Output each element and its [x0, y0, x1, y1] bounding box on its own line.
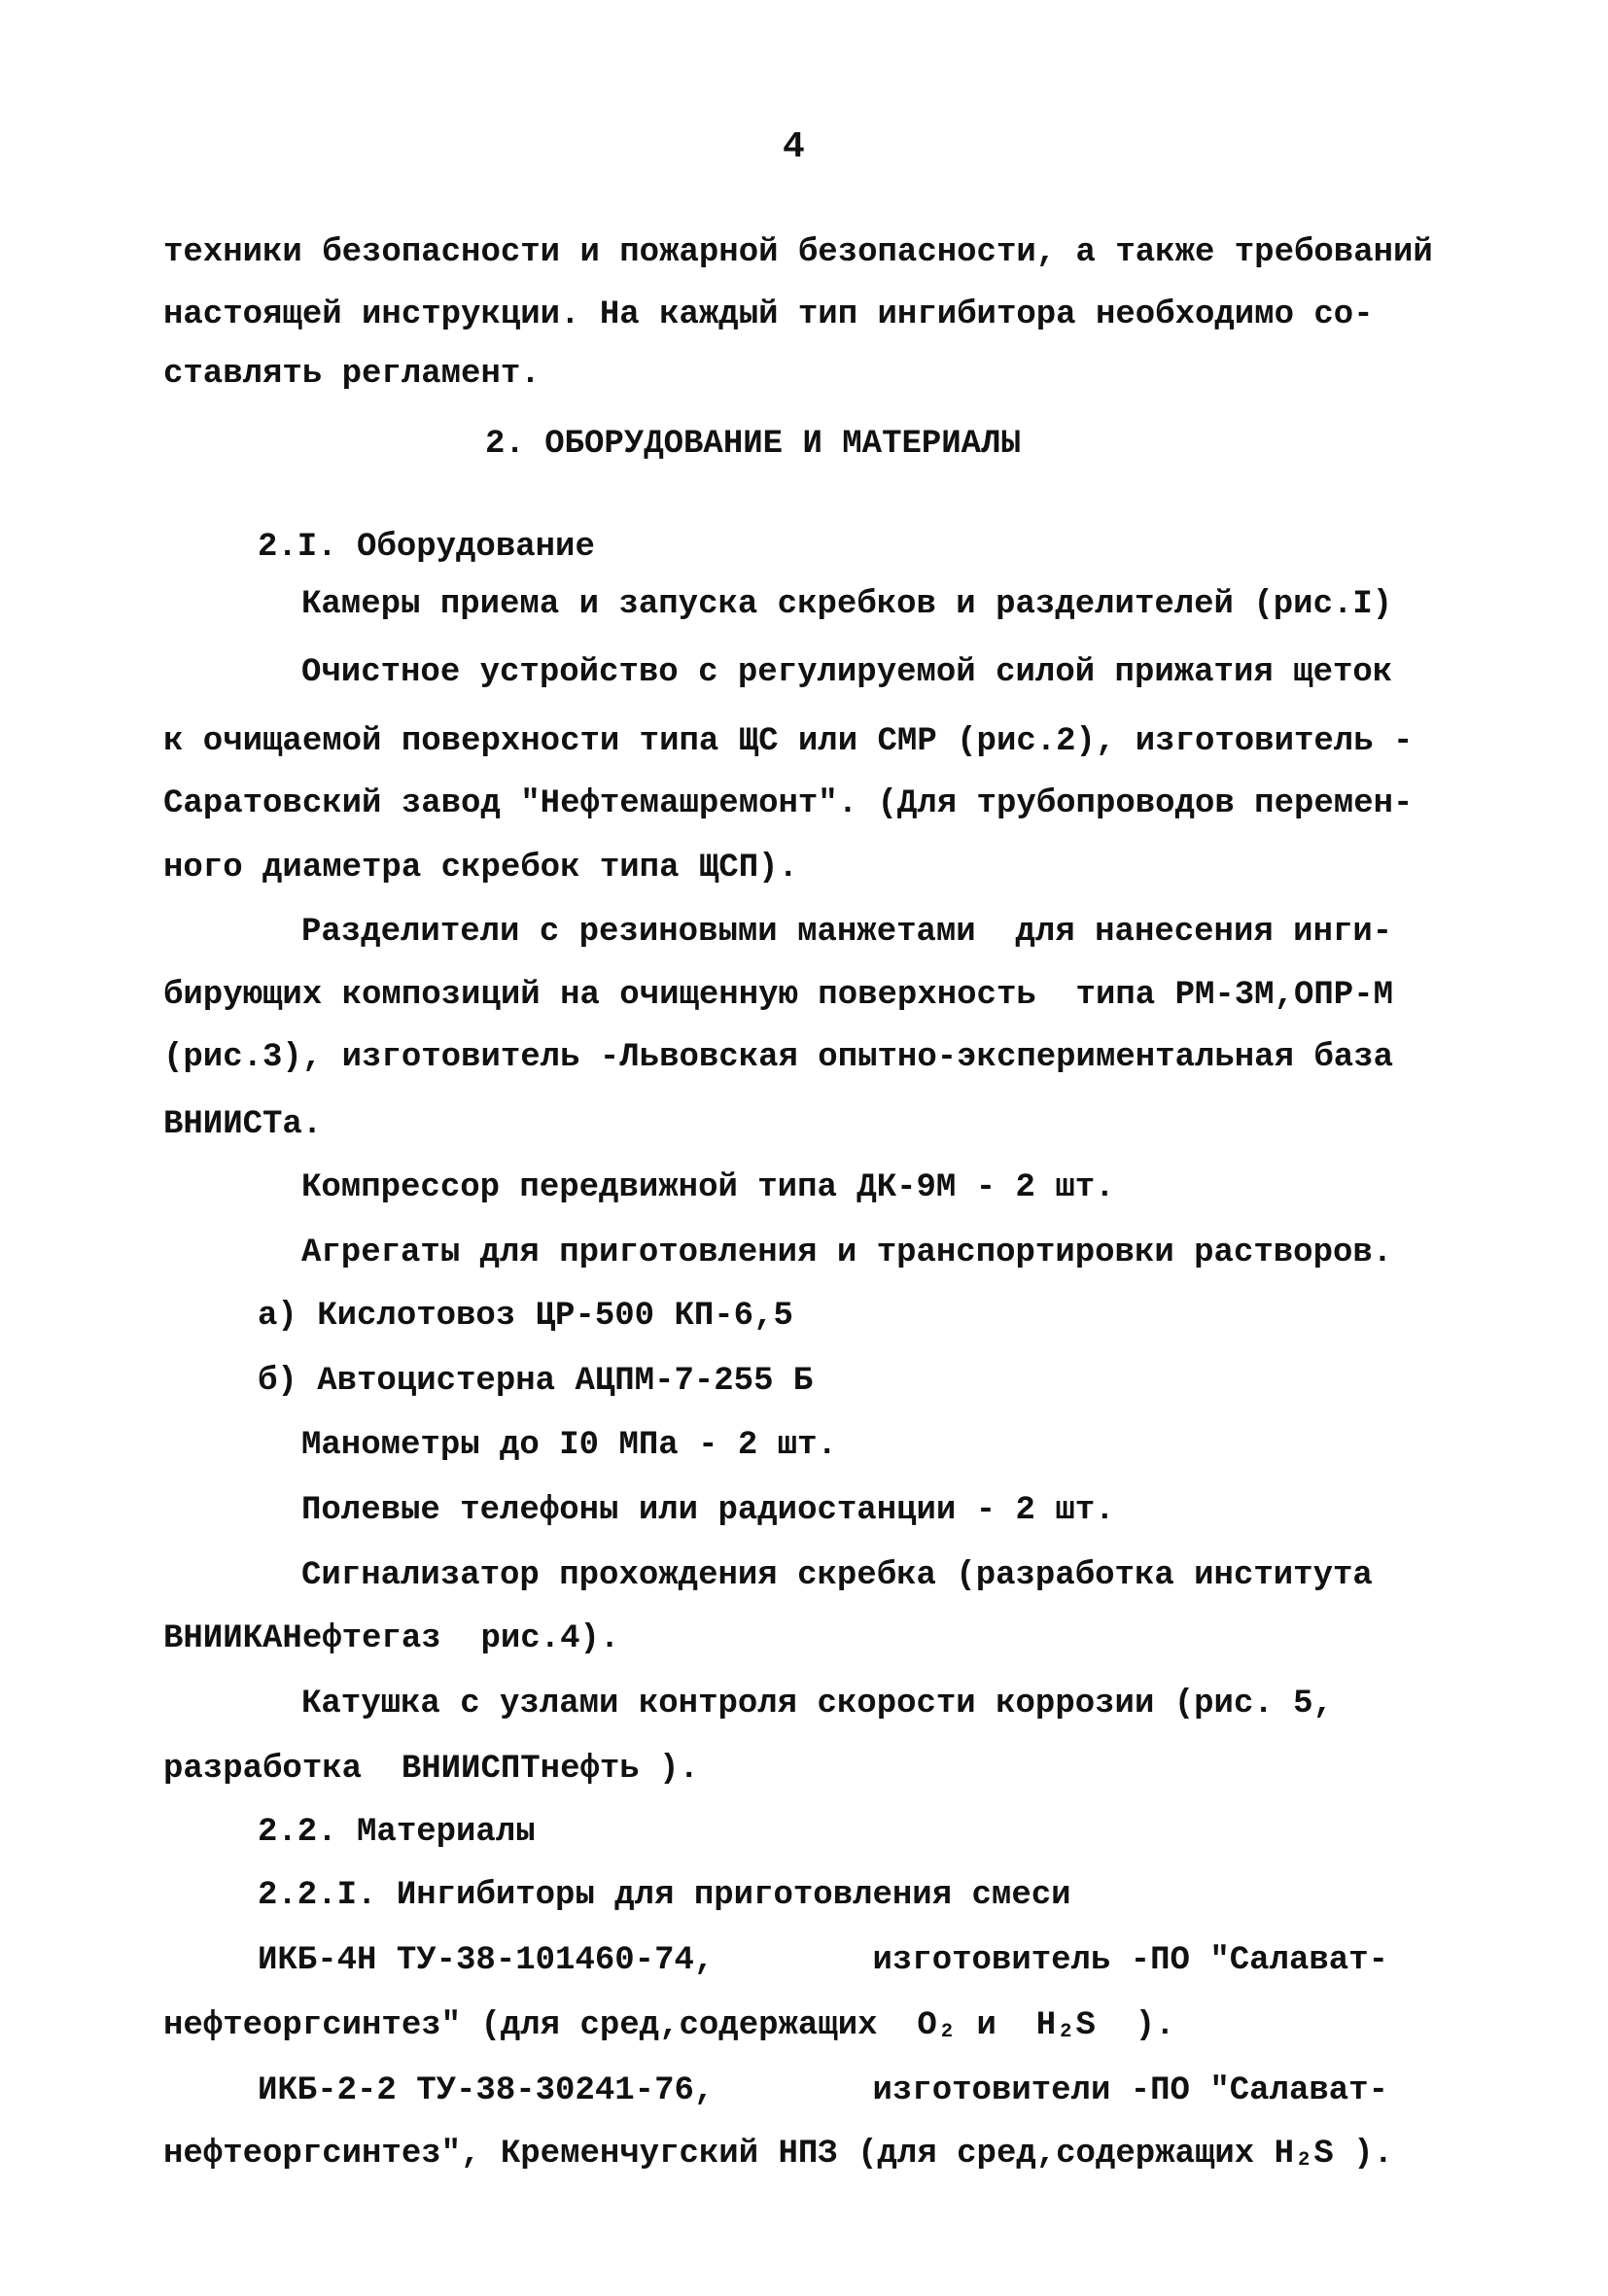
text-line-30: нефтеоргсинтез", Кременчугский НПЗ (для сред,содержащих H₂S ).: [163, 2136, 1394, 2173]
text-line-21: Сигнализатор прохождения скребка (разработка института: [301, 1557, 1373, 1594]
text-line-24: разработка ВНИИСПТнефть ).: [163, 1751, 699, 1788]
text-line-14: ВНИИСТа.: [163, 1106, 323, 1143]
text-line-9: Саратовский завод "Нефтемашремонт". (Для трубопроводов перемен-: [163, 785, 1414, 822]
text-line-22: ВНИИКАНефтегаз рис.4).: [163, 1620, 620, 1657]
text-line-28: нефтеоргсинтез" (для сред,содержащих O₂ и H₂S ).: [163, 2007, 1175, 2044]
text-line-7: Очистное устройство с регулируемой силой прижатия щеток: [301, 654, 1393, 691]
text-line-26: 2.2.I. Ингибиторы для приготовления смеси: [258, 1877, 1071, 1914]
page-number: 4: [783, 126, 805, 168]
text-line-2: настоящей инструкции. На каждый тип ингибитора необходимо со-: [163, 296, 1374, 333]
text-line-27: ИКБ-4Н ТУ-38-101460-74, изготовитель -ПО "Салават-: [258, 1942, 1388, 1979]
text-line-10: ного диаметра скребок типа ЩСП).: [163, 850, 798, 887]
text-line-18: б) Автоцистерна АЦПМ-7-255 Б: [258, 1363, 814, 1400]
section-heading: 2. ОБОРУДОВАНИЕ И МАТЕРИАЛЫ: [485, 426, 1021, 463]
text-line-16: Агрегаты для приготовления и транспортировки растворов.: [301, 1235, 1393, 1271]
text-line-8: к очищаемой поверхности типа ЩС или СМР (рис.2), изготовитель -: [163, 723, 1414, 760]
text-line-12: бирующих композиций на очищенную поверхность типа РМ-3М,ОПР-М: [163, 977, 1394, 1014]
text-line-19: Манометры до I0 МПа - 2 шт.: [301, 1427, 837, 1464]
text-line-23: Катушка с узлами контроля скорости коррозии (рис. 5,: [301, 1686, 1333, 1722]
text-line-6: Камеры приема и запуска скребков и разделителей (рис.I): [301, 586, 1393, 623]
text-line-13: (рис.3), изготовитель -Львовская опытно-экспериментальная база: [163, 1039, 1394, 1076]
text-line-15: Компрессор передвижной типа ДК-9М - 2 шт.: [301, 1169, 1115, 1206]
text-line-29: ИКБ-2-2 ТУ-38-30241-76, изготовители -ПО "Салават-: [258, 2072, 1388, 2109]
text-line-17: а) Кислотовоз ЦР-500 КП-6,5: [258, 1298, 793, 1335]
materials-heading: 2.2. Материалы: [258, 1814, 536, 1851]
text-line-11: Разделители с резиновыми манжетами для нанесения инги-: [301, 914, 1393, 951]
text-line-20: Полевые телефоны или радиостанции - 2 шт.: [301, 1492, 1115, 1529]
text-line-1: техники безопасности и пожарной безопасности, а также требований: [163, 234, 1433, 271]
subsection-heading: 2.I. Оборудование: [258, 529, 595, 566]
text-line-3: ставлять регламент.: [163, 356, 541, 393]
